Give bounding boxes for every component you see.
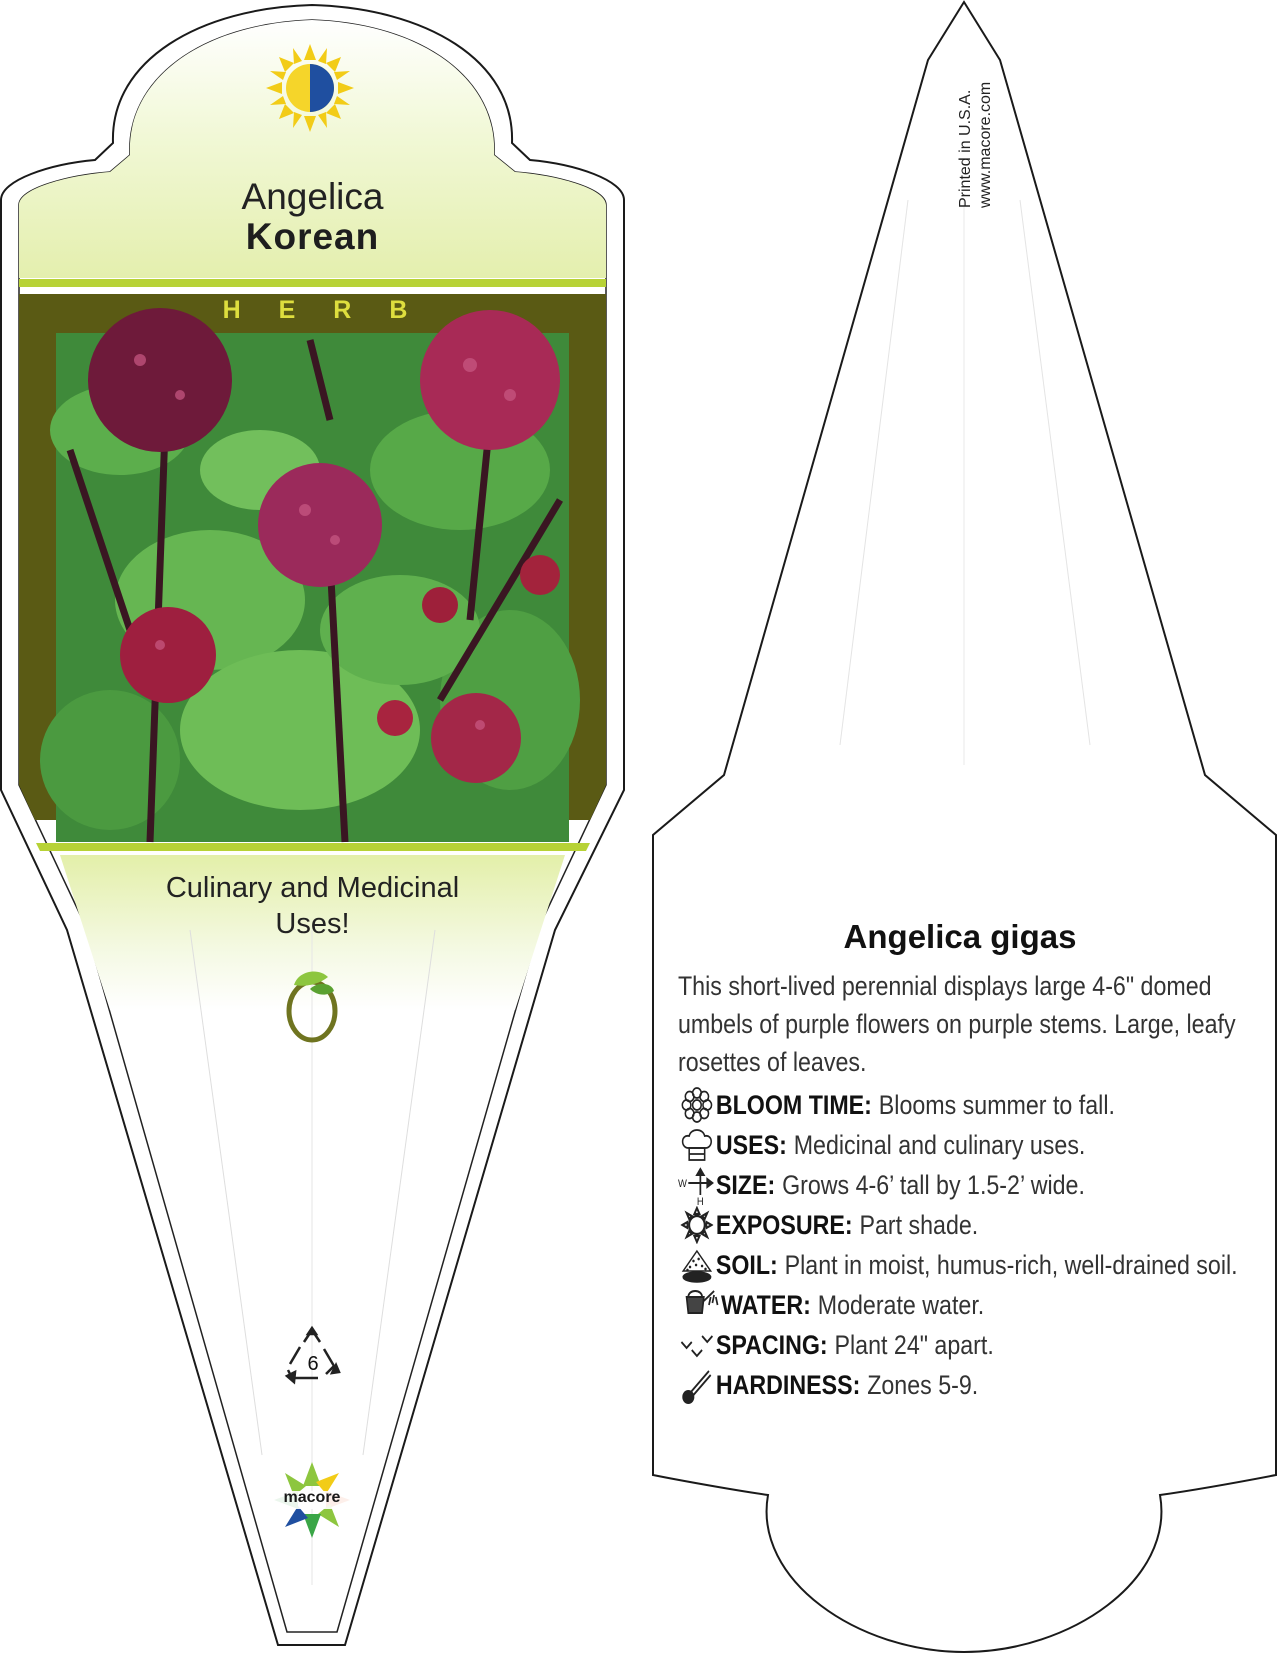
attr-water [678, 1285, 1263, 1325]
description: This short-lived perennial displays large 4-6" domed umbels of purple flowers on purple stems. Large, leafy rosettes of leaves. [678, 971, 1236, 1077]
print-credit [955, 50, 994, 220]
attr-uses [678, 1125, 1263, 1165]
attr-text: Zones 5-9. [867, 1370, 979, 1400]
attr-label: BLOOM TIME: [715, 1090, 872, 1120]
sun-outline-icon [678, 1205, 716, 1245]
soil-icon [678, 1245, 716, 1285]
attr-text: Part shade. [859, 1210, 979, 1240]
svg-text:H: H [696, 1196, 704, 1205]
printed-in: Printed in U.S.A. [957, 89, 974, 208]
watering-can-icon [678, 1285, 721, 1325]
variety-name: Korean [245, 216, 380, 257]
attr-label: SIZE: [715, 1170, 776, 1200]
attr-bloom-time [678, 1085, 1263, 1125]
attr-label: SPACING: [715, 1330, 828, 1360]
attr-label: USES: [715, 1130, 787, 1160]
common-name: Angelica [241, 176, 384, 217]
attr-text: Blooms summer to fall. [878, 1090, 1115, 1120]
attr-exposure [678, 1205, 1263, 1245]
category-label: HERB [222, 296, 446, 324]
attr-hardiness [678, 1365, 1263, 1405]
svg-text:W: W [678, 1178, 687, 1191]
plant-photo [40, 308, 580, 842]
thermometer-icon [678, 1365, 716, 1405]
attr-text: Plant in moist, humus-rich, well-drained soil. [784, 1250, 1238, 1280]
sun-part-shade-icon [266, 44, 354, 132]
attr-soil [678, 1245, 1263, 1285]
size-arrows-icon [678, 1165, 716, 1205]
attr-label: WATER: [721, 1290, 811, 1320]
chef-hat-icon [678, 1125, 716, 1165]
recycle-number: 6 [307, 1353, 319, 1375]
attr-text: Medicinal and culinary uses. [793, 1130, 1086, 1160]
attr-size [678, 1165, 1263, 1205]
attribute-list [678, 1085, 1263, 1405]
attr-label: HARDINESS: [715, 1370, 861, 1400]
brand-name: macore [283, 1489, 341, 1506]
spacing-icon [678, 1325, 716, 1365]
attr-label: SOIL: [715, 1250, 778, 1280]
attr-label: EXPOSURE: [715, 1210, 853, 1240]
attr-spacing [678, 1325, 1263, 1365]
tagline: Culinary and Medicinal Uses! [165, 872, 460, 940]
attr-text: Plant 24" apart. [834, 1330, 994, 1360]
website: www.macore.com [977, 81, 994, 208]
attr-text: Moderate water. [817, 1290, 985, 1320]
botanical-name: Angelica gigas [843, 918, 1077, 955]
attr-text: Grows 4-6’ tall by 1.5-2’ wide. [782, 1170, 1085, 1200]
flower-icon [678, 1085, 716, 1125]
